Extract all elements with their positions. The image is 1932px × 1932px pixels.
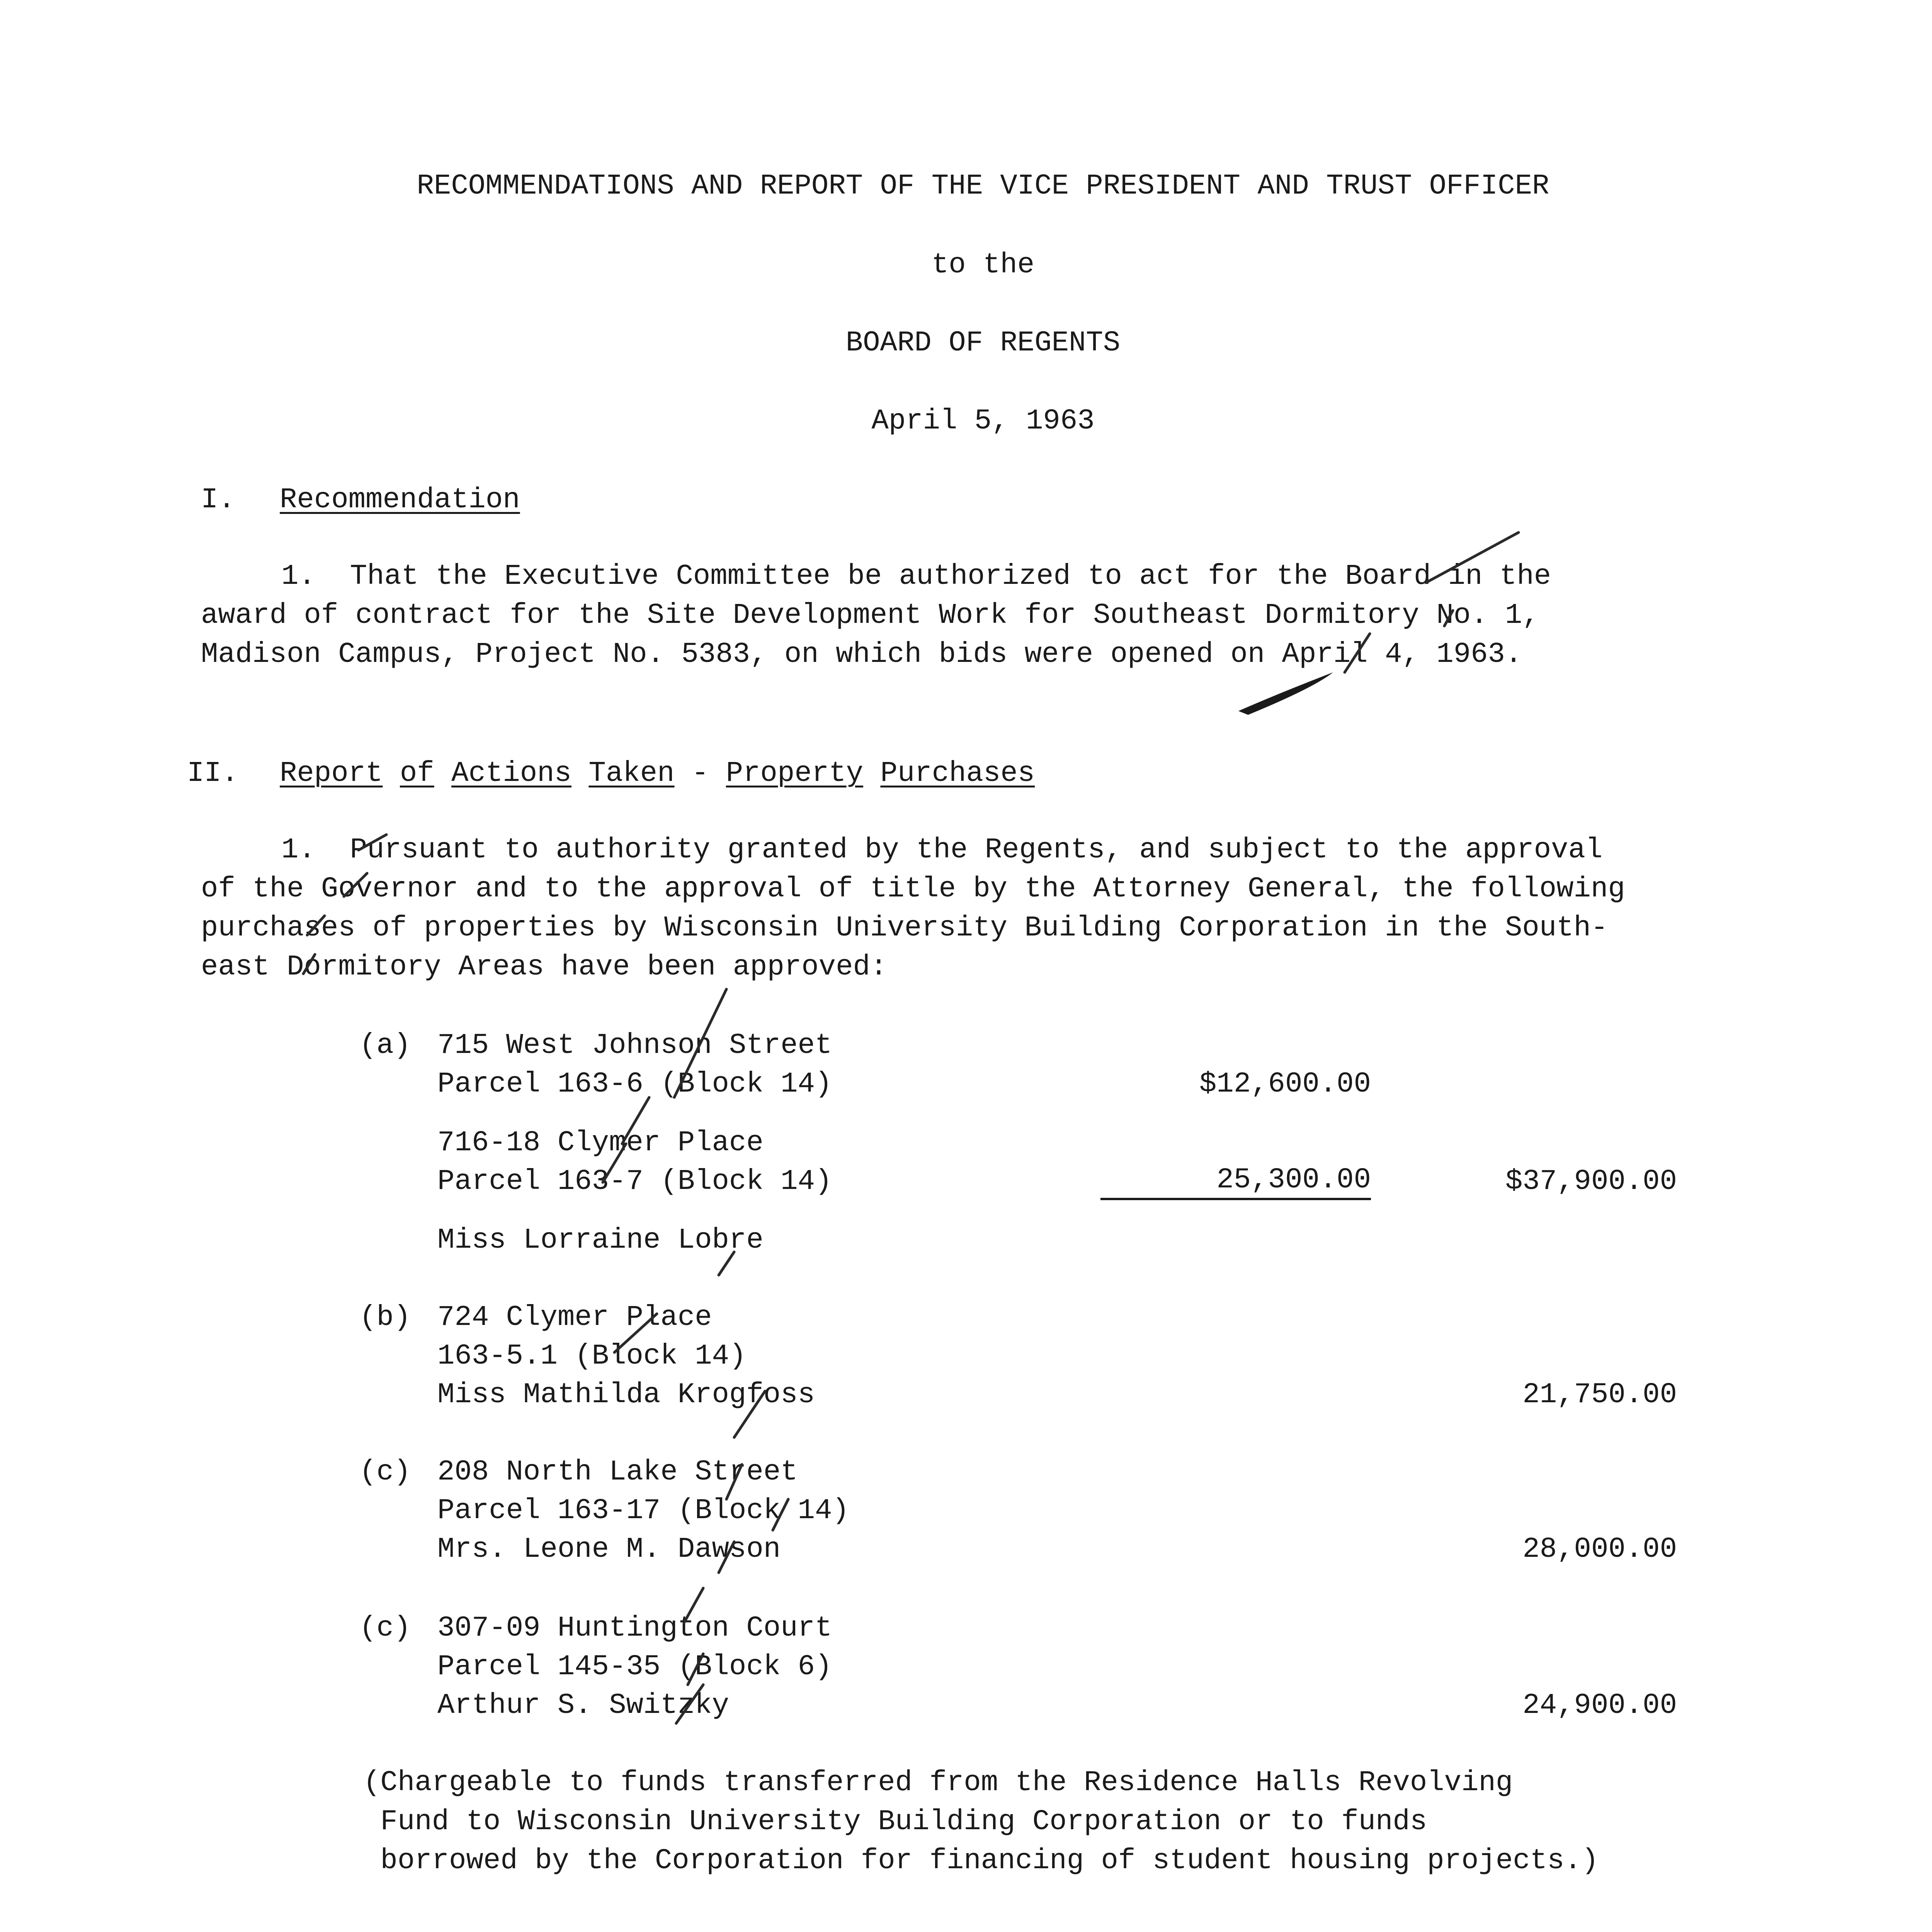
purchase-label: (c) [359, 1612, 411, 1645]
purchase-parcel: Parcel 145-35 (Block 6) [437, 1651, 832, 1683]
purchase-total: 24,900.00 [1522, 1689, 1677, 1722]
purchase-address: 715 West Johnson Street [437, 1029, 832, 1062]
section-1-line: award of contract for the Site Development Work for Southeast Dormitory No. 1, [201, 599, 1539, 632]
funding-note-line: (Chargeable to funds transferred from the Residence Halls Revolving [363, 1767, 1513, 1799]
section-2-heading [280, 754, 1035, 793]
purchase-label: (b) [359, 1301, 411, 1334]
section-2-intro [201, 831, 1625, 987]
section-1-line: Madison Campus, Project No. 5383, on which bids were opened on April 4, 1963. [201, 638, 1522, 671]
purchase-address: 208 North Lake Street [437, 1456, 798, 1488]
purchase-label: (a) [359, 1029, 411, 1062]
purchase-total: 28,000.00 [1522, 1533, 1677, 1566]
purchase-owner: Miss Lorraine Lobre [437, 1224, 764, 1257]
purchase-amount: $12,600.00 [1199, 1068, 1371, 1100]
section-2-line: east Dormitory Areas have been approved: [201, 951, 888, 983]
heading-word: of [400, 757, 434, 790]
heading-dash: - [691, 757, 709, 790]
purchase-parcel: Parcel 163-7 (Block 14) [437, 1165, 832, 1198]
purchase-label: (c) [359, 1456, 411, 1488]
pencil-stroke [1238, 672, 1333, 715]
section-1-line: 1. That the Executive Committee be authorized to act for the Board in the [281, 560, 1551, 593]
heading-word: Actions [451, 757, 571, 790]
purchase-parcel: 163-5.1 (Block 14) [437, 1340, 747, 1372]
purchase-owner: Mrs. Leone M. Dawson [437, 1533, 781, 1566]
section-2-number: II. [187, 757, 239, 790]
document-date: April 5, 1963 [871, 405, 1095, 437]
purchase-parcel: Parcel 163-6 (Block 14) [437, 1068, 832, 1100]
section-2-line: purchases of properties by Wisconsin University Building Corporation in the South- [201, 912, 1608, 944]
board-name: BOARD OF REGENTS [845, 327, 1121, 359]
purchase-amount: 25,300.00 [1100, 1162, 1371, 1200]
heading-word: Report [280, 757, 383, 790]
funding-note [363, 1764, 1599, 1881]
section-2-line: 1. Pursuant to authority granted by the Regents, and subject to the approval [281, 834, 1603, 866]
purchase-address: 724 Clymer Place [437, 1301, 712, 1334]
section-1-heading: Recommendation [280, 484, 520, 516]
funding-note-line: Fund to Wisconsin University Building Corporation or to funds [363, 1806, 1427, 1838]
section-1-paragraph [201, 557, 1551, 674]
purchase-owner: Arthur S. Switzky [437, 1689, 729, 1722]
purchase-owner: Miss Mathilda Krogfoss [437, 1379, 815, 1411]
heading-word: Purchases [880, 757, 1035, 790]
purchase-total: 21,750.00 [1522, 1379, 1677, 1411]
heading-word: Taken [588, 757, 675, 790]
document-title: RECOMMENDATIONS AND REPORT OF THE VICE PRESIDENT AND TRUST OFFICER [417, 170, 1549, 202]
section-1-number: I. [201, 484, 235, 516]
funding-note-line: borrowed by the Corporation for financing of student housing projects.) [363, 1845, 1599, 1877]
to-the-line: to the [931, 249, 1035, 281]
purchase-address: 307-09 Huntington Court [437, 1612, 832, 1645]
heading-word: Property [726, 757, 863, 790]
purchase-address: 716-18 Clymer Place [437, 1127, 764, 1159]
purchase-total: $37,900.00 [1505, 1165, 1677, 1198]
section-2-line: of the Governor and to the approval of title by the Attorney General, the following [201, 873, 1625, 905]
purchase-parcel: Parcel 163-17 (Block 14) [437, 1495, 849, 1527]
